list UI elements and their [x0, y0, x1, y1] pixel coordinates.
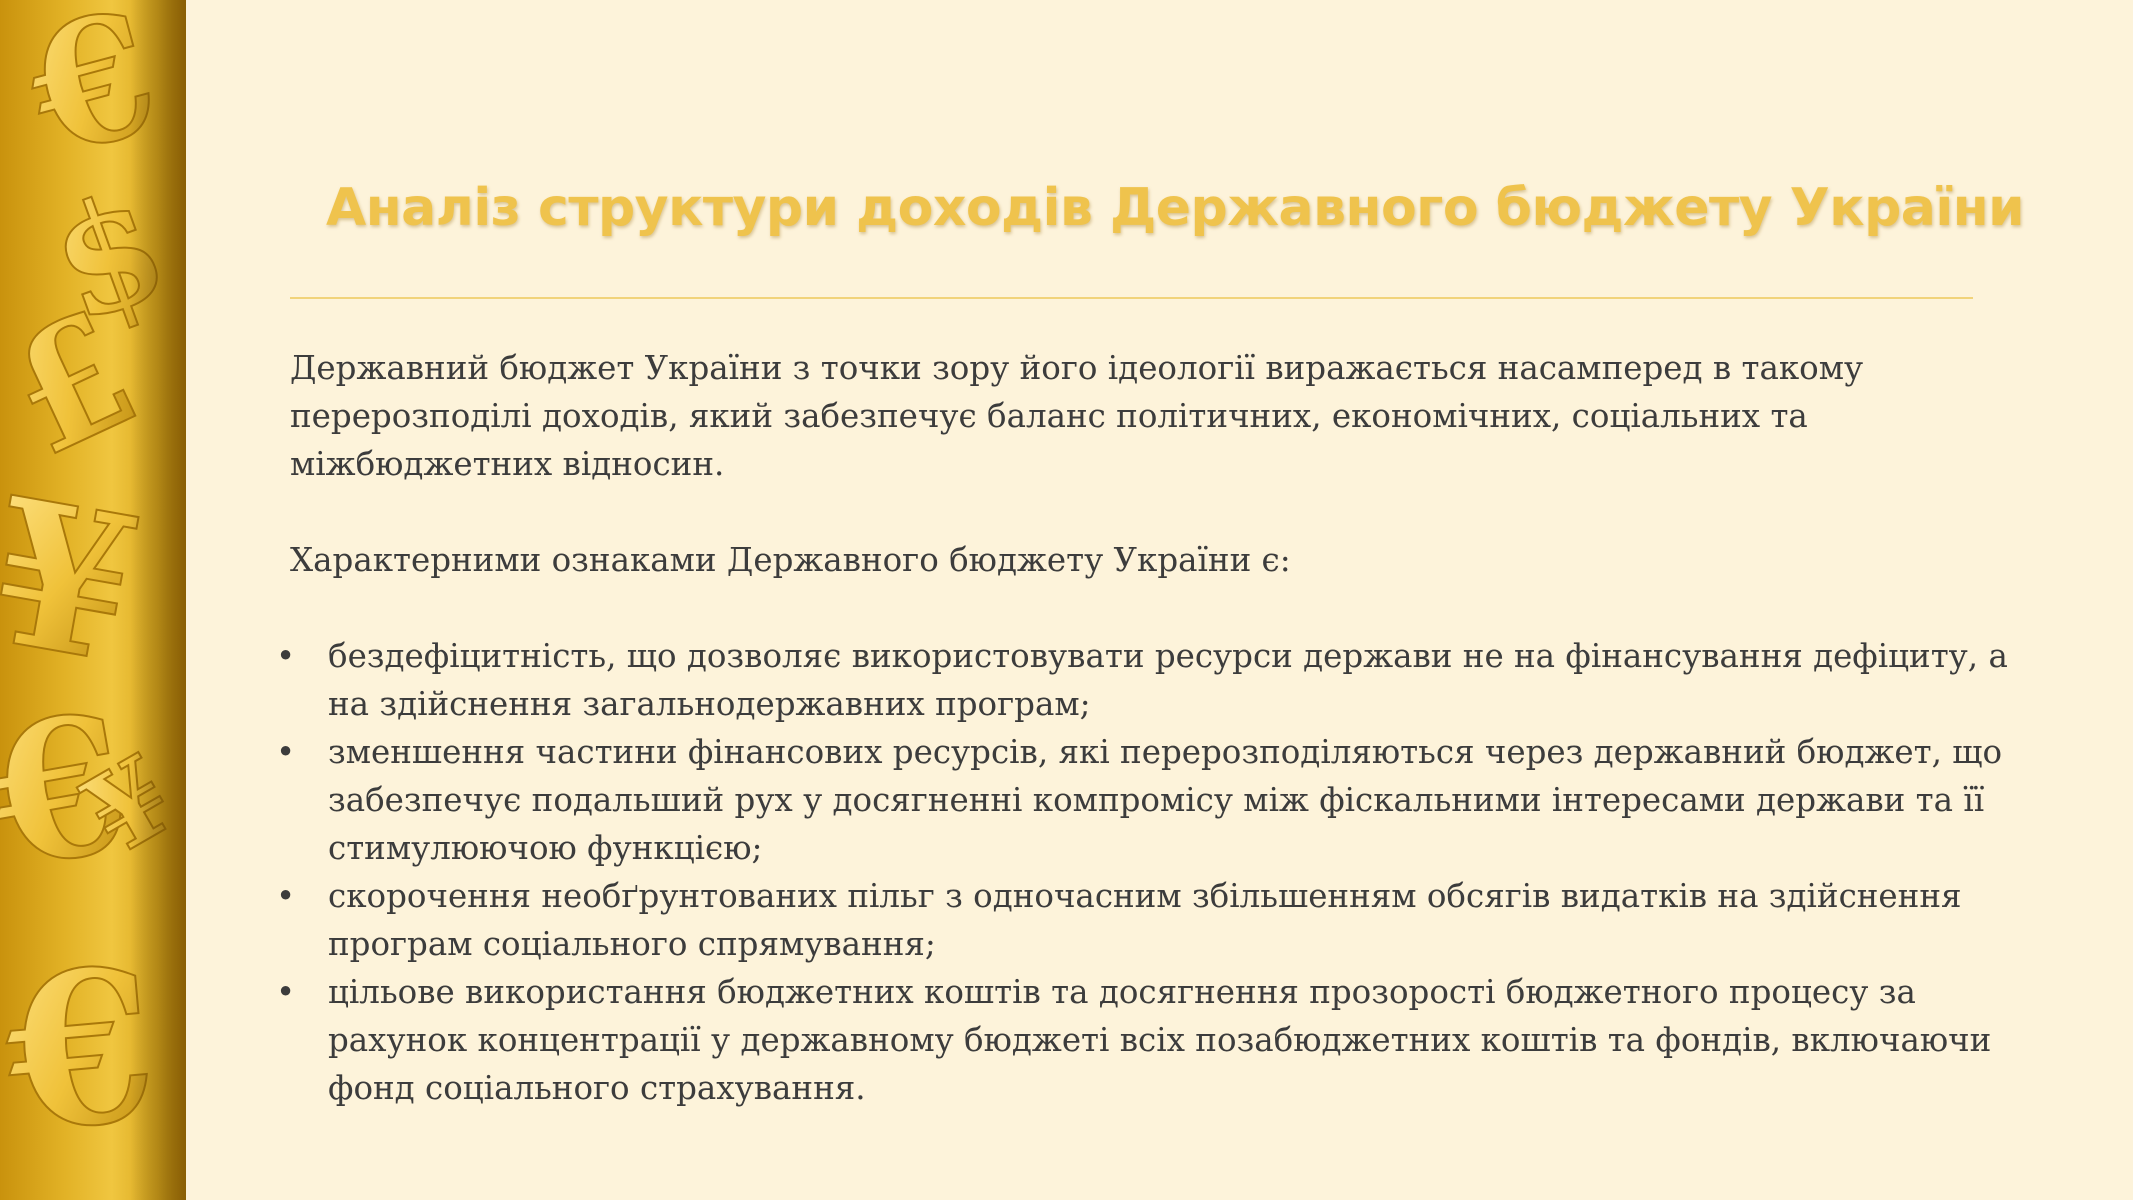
list-item-text: цільове використання бюджетних коштів та досягнення прозорості бюджетного процесу за рахунок концентрації у державному бюджеті всіх позабюджетних коштів та фондів, включаючи фонд соціального страхування. [328, 973, 1992, 1107]
bullet-icon: • [276, 973, 296, 1011]
intro-paragraph: Державний бюджет України з точки зору його ідеології виражається насамперед в такому перерозподілі доходів, який забезпечує баланс політичних, економічних, соціальних та міжбюджетних відносин. [290, 349, 1864, 483]
list-item-text: бездефіцитність, що дозволяє використовувати ресурси держави не на фінансування дефіциту, а на здійснення загальнодержавних програм; [328, 637, 2008, 723]
list-item [276, 728, 2030, 872]
slide-title: Аналіз структури доходів Державного бюджету України [326, 178, 2025, 238]
bullet-icon: • [276, 637, 296, 675]
currency-symbols-illustration [0, 0, 186, 1200]
bullet-icon: • [276, 877, 296, 915]
currency-decor-panel [0, 0, 186, 1200]
features-heading: Характерними ознаками Державного бюджету України є: [290, 541, 1291, 579]
features-list [276, 632, 2030, 1112]
title-divider [290, 297, 1973, 299]
list-item [276, 968, 2030, 1112]
bullet-icon: • [276, 733, 296, 771]
slide-body [276, 344, 2030, 1112]
list-item [276, 872, 2030, 968]
list-item-text: зменшення частини фінансових ресурсів, які перерозподіляються через державний бюджет, що забезпечує подальший рух у досягненні компромісу між фіскальними інтересами держави та її стимулюючою функцією; [328, 733, 2003, 867]
list-item [276, 632, 2030, 728]
list-item-text: скорочення необґрунтованих пільг з одночасним збільшенням обсягів видатків на здійснення програм соціального спрямування; [328, 877, 1962, 963]
